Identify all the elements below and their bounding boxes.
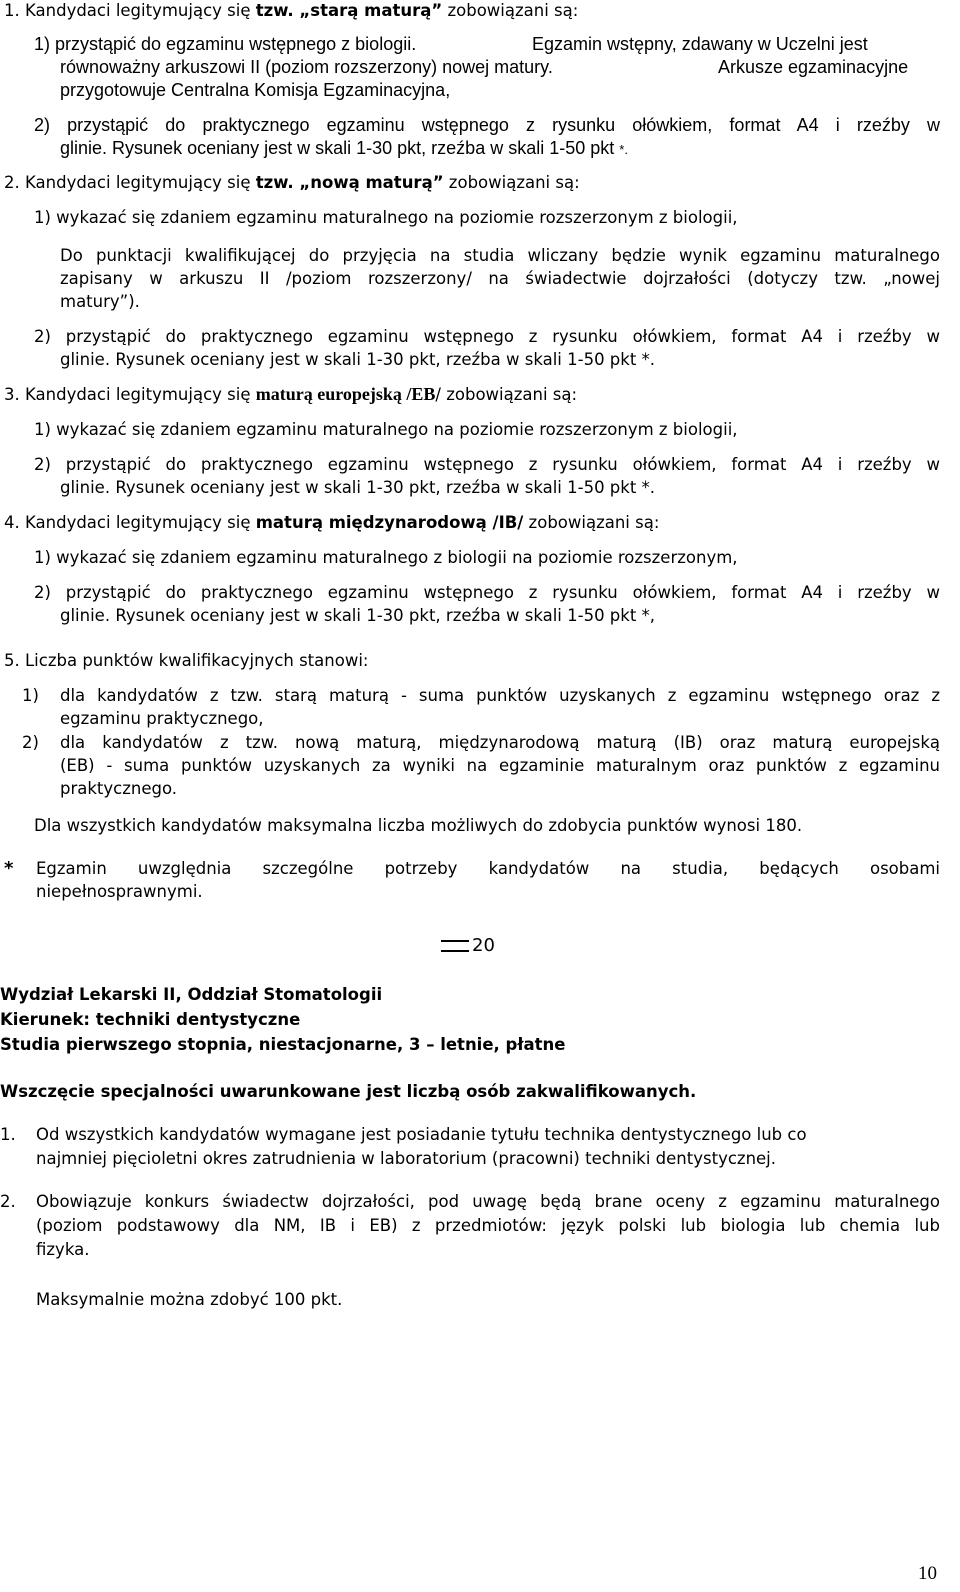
study-mode: Studia pierwszego stopnia, niestacjonarne, 3 – letnie, płatne bbox=[0, 1035, 566, 1054]
s5-item1-number: 1) bbox=[22, 686, 39, 705]
page-marker-line bbox=[441, 940, 469, 942]
footnote-line1: Egzamin uwzględnia szczególne potrzeby kandydatów na studia, będących osobami bbox=[36, 859, 940, 878]
field-of-study: Kierunek: techniki dentystyczne bbox=[0, 1010, 301, 1029]
req1-line1: Od wszystkich kandydatów wymagane jest posiadanie tytułu technika dentystycznego lub co bbox=[36, 1125, 807, 1144]
heading-text: Kandydaci legitymujący się bbox=[25, 173, 256, 192]
s5-item2-line3: praktycznego. bbox=[60, 779, 178, 798]
specialization-note: Wszczęcie specjalności uwarunkowane jest liczbą osób zakwalifikowanych. bbox=[0, 1082, 697, 1101]
heading-bold: tzw. „starą maturą” bbox=[255, 1, 443, 20]
s4-item2-line1: 2) przystąpić do praktycznego egzaminu wstępnego z rysunku ołówkiem, format A4 i rzeźby w bbox=[34, 583, 940, 602]
s3-item2-line1: 2) przystąpić do praktycznego egzaminu wstępnego z rysunku ołówkiem, format A4 i rzeźby w bbox=[34, 455, 940, 474]
s1-item1-line2a: równoważny arkuszowi II (poziom rozszerzony) nowej matury. bbox=[60, 57, 553, 77]
section-2-heading bbox=[4, 172, 580, 193]
s3-item2-line2: glinie. Rysunek oceniany jest w skali 1-30 pkt, rzeźba w skali 1-50 pkt *. bbox=[60, 478, 656, 497]
max-points-note: Maksymalnie można zdobyć 100 pkt. bbox=[36, 1290, 343, 1309]
heading-text-end: zobowiązani są: bbox=[442, 1, 579, 20]
page-number: 10 bbox=[918, 1563, 937, 1584]
section-number: 4. bbox=[4, 513, 20, 532]
req2-line1: Obowiązuje konkurs świadectw dojrzałości, pod uwagę będą brane oceny z egzaminu maturalnego bbox=[36, 1192, 940, 1211]
req1-number: 1. bbox=[0, 1125, 16, 1144]
s1-item1-line1b: Egzamin wstępny, zdawany w Uczelni jest bbox=[532, 34, 868, 54]
heading-text-end: / zobowiązani są: bbox=[435, 385, 578, 404]
footnote-star: * bbox=[4, 858, 14, 879]
s5-max-points: Dla wszystkich kandydatów maksymalna liczba możliwych do zdobycia punktów wynosi 180. bbox=[34, 816, 803, 835]
footnote-marker: *. bbox=[619, 142, 628, 157]
s1-item1-line2b: Arkusze egzaminacyjne bbox=[718, 57, 909, 77]
heading-text: Kandydaci legitymujący się bbox=[25, 1, 256, 20]
heading-bold: maturą europejską /EB bbox=[255, 384, 436, 404]
s4-item1: 1) wykazać się zdaniem egzaminu maturalnego z biologii na poziomie rozszerzonym, bbox=[34, 548, 738, 567]
s2-item2-line1: 2) przystąpić do praktycznego egzaminu wstępnego z rysunku ołówkiem, format A4 i rzeźby w bbox=[34, 327, 940, 346]
section-5-heading: 5. Liczba punktów kwalifikacyjnych stanowi: bbox=[4, 651, 369, 670]
s2-note-line1: Do punktacji kwalifikującej do przyjęcia na studia wliczany będzie wynik egzaminu maturalnego bbox=[60, 246, 940, 265]
req2-number: 2. bbox=[0, 1192, 16, 1211]
section-3-heading bbox=[4, 384, 577, 405]
s5-item2-line2: (EB) - suma punktów uzyskanych za wyniki na egzaminie maturalnym oraz punktów z egzaminu bbox=[60, 756, 940, 775]
faculty-title: Wydział Lekarski II, Oddział Stomatologii bbox=[0, 985, 383, 1004]
s1-item2-line1: 2) przystąpić do praktycznego egzaminu wstępnego z rysunku ołówkiem, format A4 i rzeźby w bbox=[34, 115, 940, 135]
page-marker-line bbox=[441, 950, 469, 952]
section-number: 3. bbox=[4, 385, 20, 404]
s2-note-line3: matury”). bbox=[60, 292, 140, 311]
s5-item2-line1: dla kandydatów z tzw. nową maturą, międzynarodową maturą (IB) oraz maturą europejską bbox=[60, 733, 940, 752]
s1-item1-line3: przygotowuje Centralna Komisja Egzaminacyjna, bbox=[60, 80, 451, 100]
heading-bold: tzw. „nową maturą” bbox=[255, 173, 444, 192]
s4-item2-line2: glinie. Rysunek oceniany jest w skali 1-30 pkt, rzeźba w skali 1-50 pkt *, bbox=[60, 606, 656, 625]
heading-text-end: zobowiązani są: bbox=[523, 513, 660, 532]
s5-item1-line2: egzaminu praktycznego, bbox=[60, 709, 264, 728]
s2-note-line2: zapisany w arkuszu II /poziom rozszerzony/ na świadectwie dojrzałości (dotyczy tzw. „nowej bbox=[60, 269, 940, 288]
section-number: 1. bbox=[4, 1, 20, 20]
page-marker-number: 20 bbox=[472, 935, 495, 956]
heading-text: Kandydaci legitymujący się bbox=[25, 385, 256, 404]
s5-item2-number: 2) bbox=[22, 733, 39, 752]
section-1-heading bbox=[4, 0, 578, 21]
req2-line3: fizyka. bbox=[36, 1240, 90, 1259]
req1-line2: najmniej pięcioletni okres zatrudnienia w laboratorium (pracowni) techniki dentystycznej. bbox=[36, 1149, 777, 1168]
s3-item1: 1) wykazać się zdaniem egzaminu maturalnego na poziomie rozszerzonym z biologii, bbox=[34, 420, 738, 439]
s1-item1-line1a: 1) przystąpić do egzaminu wstępnego z biologii. bbox=[34, 34, 417, 54]
s5-item1-line1: dla kandydatów z tzw. starą maturą - suma punktów uzyskanych z egzaminu wstępnego oraz z bbox=[60, 686, 940, 705]
s2-item1: 1) wykazać się zdaniem egzaminu maturalnego na poziomie rozszerzonym z biologii, bbox=[34, 208, 738, 227]
footnote-line2: niepełnosprawnymi. bbox=[36, 882, 203, 901]
req2-line2: (poziom podstawowy dla NM, IB i EB) z przedmiotów: język polski lub biologia lub chemia lub bbox=[36, 1216, 940, 1235]
heading-text: Kandydaci legitymujący się bbox=[25, 513, 256, 532]
s1-item2-line2: glinie. Rysunek oceniany jest w skali 1-30 pkt, rzeźba w skali 1-50 pkt *. bbox=[60, 138, 628, 158]
heading-bold: maturą międzynarodową /IB/ bbox=[255, 513, 524, 532]
section-number: 2. bbox=[4, 173, 20, 192]
section-4-heading bbox=[4, 512, 659, 533]
s2-item2-line2: glinie. Rysunek oceniany jest w skali 1-30 pkt, rzeźba w skali 1-50 pkt *. bbox=[60, 350, 656, 369]
heading-text-end: zobowiązani są: bbox=[443, 173, 580, 192]
